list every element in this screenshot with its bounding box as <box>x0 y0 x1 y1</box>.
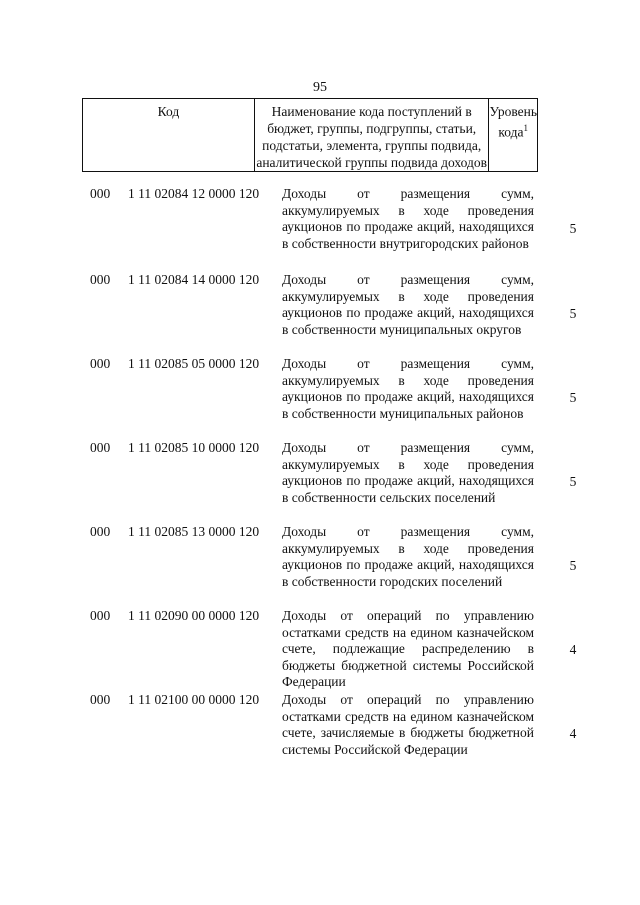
code-level: 4 <box>569 642 577 657</box>
code-level: 5 <box>569 558 577 573</box>
revenue-code: 1 11 02085 10 0000 120 <box>128 440 260 455</box>
revenue-description: Доходы от операций по управлению остатками средств на едином казначейском счете, зачисляемые в бюджеты бюджетной системы Российской Федерации <box>282 692 534 757</box>
revenue-code: 1 11 02084 14 0000 120 <box>128 272 260 287</box>
admin-code: 000 <box>90 692 111 707</box>
admin-code: 000 <box>90 608 111 623</box>
revenue-description: Доходы от операций по управлению остатками средств на едином казначейском счете, подлежащие распределению в бюджеты бюджетной системы Российской Федерации <box>282 608 534 689</box>
revenue-description: Доходы от размещения сумм, аккумулируемых в ходе проведения аукционов по продаже акций, находящихся в собственности сельских поселений <box>282 440 534 505</box>
revenue-code: 1 11 02090 00 0000 120 <box>128 608 260 623</box>
admin-code: 000 <box>90 186 111 201</box>
header-level <box>489 99 537 171</box>
revenue-description: Доходы от размещения сумм, аккумулируемых в ходе проведения аукционов по продаже акций, находящихся в собственности внутригородских районов <box>282 186 534 251</box>
header-level-footnote: 1 <box>523 123 529 133</box>
revenue-code: 1 11 02084 12 0000 120 <box>128 186 260 201</box>
revenue-code: 1 11 02085 13 0000 120 <box>128 524 260 539</box>
revenue-description: Доходы от размещения сумм, аккумулируемых в ходе проведения аукционов по продаже акций, находящихся в собственности муниципальных округов <box>282 272 534 337</box>
revenue-description: Доходы от размещения сумм, аккумулируемых в ходе проведения аукционов по продаже акций, находящихся в собственности городских поселений <box>282 524 534 589</box>
code-level: 5 <box>569 306 577 321</box>
header-name: Наименование кода поступлений в бюджет, группы, подгруппы, статьи, подстатьи, элемента, группы подвида, аналитической группы подвида доходов <box>255 99 490 171</box>
header-code: Код <box>83 99 255 171</box>
code-level: 4 <box>569 726 577 741</box>
admin-code: 000 <box>90 356 111 371</box>
header-level-label: Уровень кода <box>489 104 537 140</box>
revenue-description: Доходы от размещения сумм, аккумулируемых в ходе проведения аукционов по продаже акций, находящихся в собственности муниципальных районов <box>282 356 534 421</box>
code-level: 5 <box>569 474 577 489</box>
code-level: 5 <box>569 390 577 405</box>
code-level: 5 <box>569 221 577 236</box>
revenue-code: 1 11 02100 00 0000 120 <box>128 692 260 707</box>
admin-code: 000 <box>90 524 111 539</box>
admin-code: 000 <box>90 272 111 287</box>
page-number: 95 <box>313 80 327 95</box>
table-header <box>82 98 538 172</box>
admin-code: 000 <box>90 440 111 455</box>
revenue-code: 1 11 02085 05 0000 120 <box>128 356 260 371</box>
